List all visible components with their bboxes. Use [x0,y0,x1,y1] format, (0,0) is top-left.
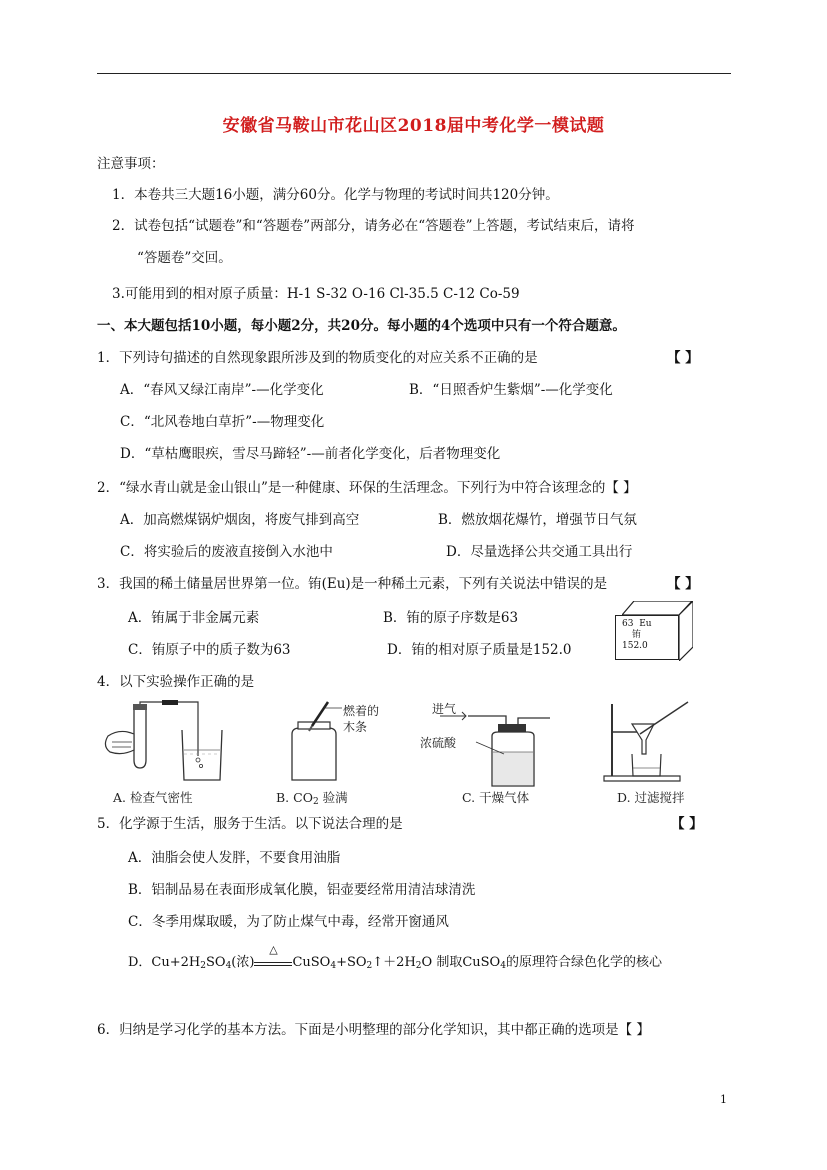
q5-option-d: D．$Cu+2H_2SO_4$(浓) △ $CuSO_4+SO_2↑+2H_2O$ 制取CuSO$_4$的原理符合绿色化学的核心 [128,943,662,971]
figure-b-callout-2: 木条 [343,720,368,734]
figure-d-filter [596,700,706,784]
q2-option-c: C．将实验后的废液直接倒入水池中 [120,544,333,560]
q1-option-d: D．“草枯鹰眼疾，雪尽马蹄轻”-—前者化学变化，后者物理变化 [120,446,501,462]
q3-option-d: D．铕的相对原子质量是152.0 [387,642,572,658]
page-number: 1 [720,1093,727,1106]
element-card-eu [615,615,679,660]
figure-a-airtightness [100,700,230,784]
q4-stem: 4．以下实验操作正确的是 [97,674,255,690]
q3-option-b: B．铕的原子序数是63 [383,610,519,626]
q6-stem: 6．归纳是学习化学的基本方法。下面是小明整理的部分化学知识，其中都正确的选项是【 】 [97,1022,650,1038]
q1-option-a: A．“春风又绿江南岸”-—化学变化 [120,382,324,398]
q3-stem: 3．我国的稀土储量居世界第一位。铕(Eu)是一种稀土元素，下列有关说法中错误的是 [97,576,608,592]
q1-stem: 1．下列诗句描述的自然现象跟所涉及到的物质变化的对应关系不正确的是 [97,350,538,366]
heat-condition: △ [254,956,292,966]
header-rule [97,73,731,74]
q2-stem: 2．“绿水青山就是金山银山”是一种健康、环保的生活理念。下列行为中符合该理念的【 】 [97,480,637,496]
figure-c-label: C. 干燥气体 [462,790,530,805]
figure-b-label: B. $CO_2$ 验满 [276,790,348,807]
q1-answer-bracket: 【 】 [667,350,699,366]
q3-option-c: C．铕原子中的质子数为63 [128,642,291,658]
q2-option-d: D．尽量选择公共交通工具出行 [446,544,633,560]
figure-d-label: D. 过滤搅拌 [617,790,685,805]
element-card-side [679,601,693,661]
figure-a-label: A. 检查气密性 [113,790,193,805]
page-title: 安徽省马鞍山市花山区2018届中考化学一模试题 [222,116,605,136]
note-2-cont: “答题卷”交回。 [137,250,232,266]
note-2: 2．试卷包括“试题卷”和“答题卷”两部分，请务必在“答题卷”上答题，考试结束后，请将 [112,218,635,234]
section-1-heading: 一、本大题包括10小题，每小题2分，共20分。每小题的4个选项中只有一个符合题意。 [97,318,626,334]
q5-stem: 5．化学源于生活，服务于生活。以下说法合理的是 [97,816,403,832]
figure-b-callout-1: 燃着的 [343,704,380,718]
q5-option-a: A．油脂会使人发胖，不要食用油脂 [128,850,341,866]
figure-c-callout-acid: 浓硫酸 [420,736,457,750]
figure-c-callout-in: 进气 [432,702,457,716]
element-number: 63 [622,619,634,629]
q3-option-a: A．铕属于非金属元素 [128,610,260,626]
element-mass: 152.0 [622,641,648,651]
q1-option-b: B．“日照香炉生紫烟”-—化学变化 [409,382,613,398]
notes-heading: 注意事项： [97,156,165,172]
note-1: 1．本卷共三大题16小题，满分60分。化学与物理的考试时间共120分钟。 [112,187,559,203]
q5-option-b: B．铝制品易在表面形成氧化膜，铝壶要经常用清洁球清洗 [128,882,476,898]
q3-answer-bracket: 【 】 [667,576,699,592]
element-name: 铕 [632,630,642,640]
q5-answer-bracket: 【 】 [671,816,703,832]
note-3: 3.可能用到的相对原子质量：H-1 S-32 O-16 Cl-35.5 C-12 Co-59 [112,286,520,302]
element-symbol: Eu [639,619,652,629]
q2-option-b: B．燃放烟花爆竹，增强节日气氛 [438,512,637,528]
q5-option-c: C．冬季用煤取暖，为了防止煤气中毒，经常开窗通风 [128,914,449,930]
q2-option-a: A．加高燃煤锅炉烟囱，将废气排到高空 [120,512,360,528]
q1-option-c: C．“北风卷地白草折”-—物理变化 [120,414,325,430]
